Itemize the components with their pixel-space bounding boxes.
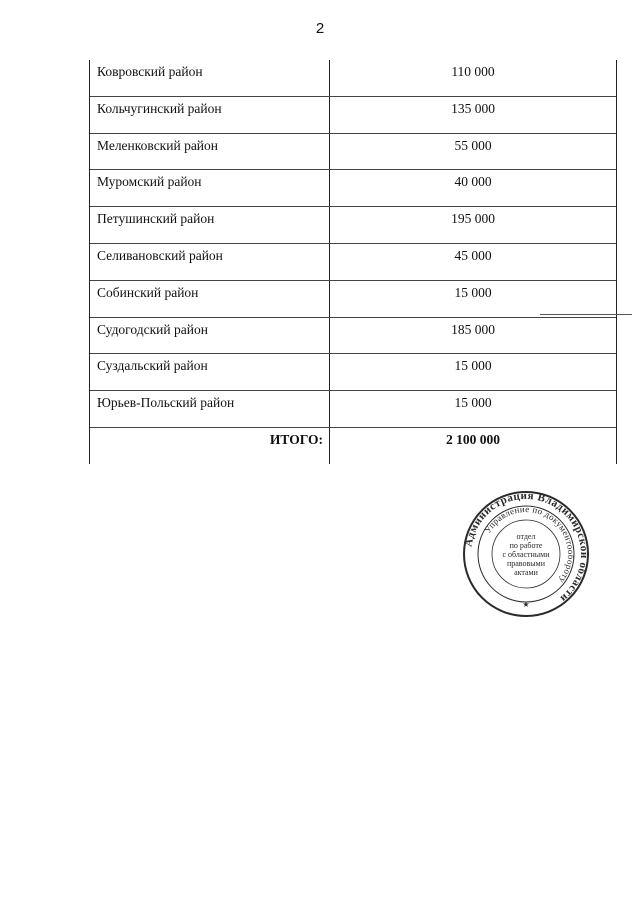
table-row xyxy=(90,318,616,355)
district-amount: 15 000 xyxy=(454,395,492,411)
seal-outer-text: Администрация Владимирской области xyxy=(462,490,590,605)
district-amount: 195 000 xyxy=(451,211,495,227)
seal-star-icon: ★ xyxy=(522,600,530,609)
official-seal xyxy=(462,490,590,618)
district-amount: 40 000 xyxy=(454,174,492,190)
seal-center-line: отдел xyxy=(516,532,536,541)
table-row xyxy=(90,60,616,97)
district-name: Селивановский район xyxy=(90,244,330,280)
total-amount: 2 100 000 xyxy=(446,431,500,447)
district-amount: 110 000 xyxy=(451,64,495,79)
total-label: ИТОГО: xyxy=(90,428,330,464)
district-name: Собинский район xyxy=(90,281,330,317)
district-name: Судогодский район xyxy=(90,318,330,354)
district-name: Муромский район xyxy=(90,170,330,206)
seal-middle-text: Управление по документообороту xyxy=(482,503,577,586)
seal-center-line: по работе xyxy=(509,541,543,550)
district-name: Петушинский район xyxy=(90,207,330,243)
page-number: 2 xyxy=(315,20,325,37)
table-row xyxy=(90,97,616,134)
district-amount: 15 000 xyxy=(454,284,492,300)
table-row xyxy=(90,281,616,318)
table-row xyxy=(90,391,616,428)
total-row xyxy=(90,428,616,464)
table-row xyxy=(90,170,616,207)
allocation-table xyxy=(89,60,617,464)
district-name: Юрьев-Польский район xyxy=(90,391,330,427)
district-name: Суздальский район xyxy=(90,354,330,390)
district-amount: 15 000 xyxy=(454,358,492,374)
seal-center-line: правовыми xyxy=(506,559,546,568)
district-name: Ковровский район xyxy=(90,60,330,96)
district-amount: 55 000 xyxy=(454,137,492,153)
district-amount: 45 000 xyxy=(454,247,492,263)
seal-center-line: с областными xyxy=(502,550,550,559)
district-name: Меленковский район xyxy=(90,134,330,170)
table-row xyxy=(90,134,616,171)
table-row xyxy=(90,207,616,244)
district-name: Кольчугинский район xyxy=(90,97,330,133)
seal-center-line: актами xyxy=(514,568,538,577)
district-amount: 185 000 xyxy=(451,321,495,337)
table-row xyxy=(90,354,616,391)
table-row xyxy=(90,244,616,281)
scan-artifact-line xyxy=(540,314,632,315)
district-amount: 135 000 xyxy=(451,100,495,116)
